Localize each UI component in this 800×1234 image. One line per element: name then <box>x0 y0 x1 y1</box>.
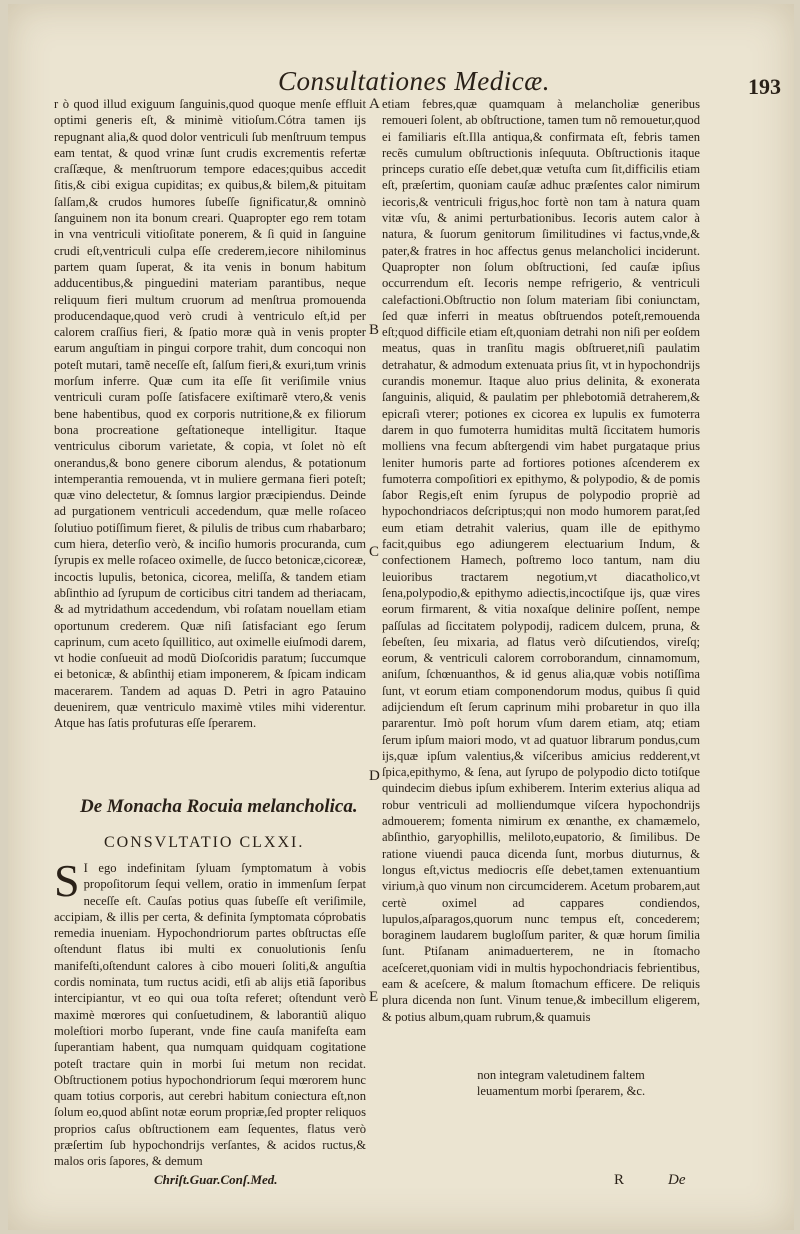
signature-mark: R <box>614 1172 625 1188</box>
margin-letter-b: B <box>369 322 380 338</box>
footer-signature: Chriſt.Guar.Conſ.Med. <box>154 1172 278 1187</box>
section-title: De Monacha Rocuia melancholica. <box>80 796 358 817</box>
margin-letter-c: C <box>369 544 380 560</box>
left-column-bottom-paragraph: I ego indefinitam ſyluam ſymptomatum à vobis propoſitorum ſequi vellem, oratio in immenſum ſerpat neceſſe eſt. Cauſas potius quas ſubeſſe eſt veriſimile, accipiam, & illis per certa, & definita ſymptomata cóprobatis remedia inueniam. Hypochondriorum partes obſtructas eſſe oſtendunt flatus ibi multi ex conuolutionis ſenſu manifeſti,oſtendunt calores à cibo moueri ſoliti,& anguſtia cordis nominata, tum ructus acidi, etſi ab alijs etiã ſaporibus intercipiantur, vt eo qui oua toſta referet; oſtendunt verò maximè mœrores qui conſuetudinem, & laborantiũ aliquo moleſtiori morbo ſuperant, vnde fine cauſa manifeſta eam ſuperantiam habent, qua numquam quidquam cogitatione poteſt tractare quin in morbi ſui metum non recidat. Obſtructionem potius hypochondriorum ſequi mœrorem hunc quam totius corporis, aut cerebri habitum coniectura eſt,non ſolum eo,quod abſint notæ eorum propriæ,ſed propter reliquos proprios caſus obſtructionem eam ſequentes, flatus verò præſertim ſub hypochondrijs verſantes, & acidos ructus,& malos oris ſapores, & demum <box>54 861 366 1169</box>
margin-letter-d: D <box>369 768 380 784</box>
catchword: De <box>668 1172 686 1188</box>
left-column-bottom-text <box>54 855 366 1170</box>
right-column-paragraph: etiam febres,quæ quamquam à melancholiæ generibus remoueri ſolent, ab obſtructione, tamen tum nõ remouetur,quod ei familiaris eſt.Illa antiqua,& confirmata eſt, febris tamen recẽs cumulum obſtructionis inſequuta. Obſtructionis itaque princeps curatio eſſe debet,quæ vetuſta cum ſit,difficilis etiam eſt, præſertim, quoniam cauſæ adhuc præſentes calor nimirum iecoris,& ventriculi frigus,hoc fortè non tam à natura quam vitæ vſu, & animi perturbationibus. Iecoris autem calor à natura, & ſuorum genitorum ſimilitudines vi factus,vnde,& pater,& fratres in hoc affectus genus melancholici inciderunt. Quapropter non ſolum obſtructioni, ſed cauſæ ipſius occurrendum eſt. Iecoris nempe refrigerio, & ventriculi calefactioni.Obſtructio non ſolum materiam ſibi coniunctam, ſed quæ inferri in meatus obſtruendos poteſt,remouenda eſt;quod difficile etiam eſt,quoniam detrahi non niſi per eoſdem meatus, quas in tranſitu magis obſtrueret,niſi paulatim detrahatur, & admodum extenuata prius ſit, vt in hypochondrijs curandis monemur. Itaque aluo prius delinita, & exonerata ſanguinis, aliquid, & paulatim per phlebotomiã detraherem,& epicraſi vterer; potiones ex cicorea ex lupulis ex fumoterra darem in quo fumoterra humiditas multã ſiccitatem humoris molliens vna fecum abſtergendi vim habet purgataque prius leniter humoris parte ad fortiores potiones aſcenderem ex fumoterra compoſitiori ex epithymo, & polypodio, & de pomis ſabor Regis,eſt enim ſyrupus de polypodio propriè ad hypochondriacos deſcriptus;qui non modo humorem parat,ſed eum etiam detrahit valerius, quam ille de epithymo facit,quibus ego adiungerem electuarium Indum, & confectionem Hamech, poſtremo loco tantum, nam diu leuioribus tractarem negotium,vt diacatholico,vt ſena,polypodio,& epithymo adiectis,incoctiſque ijs, quæ vires eorum firmarent, & vitia noxaſque delinire poſſent, nempe paſſulas ad ſiccitatem polypodij, radicem dulcem, pruna, & ſebeſten, ſeu mixaria, ad flatus verò diſcutiendos, vireſq; eorum, & ventriculi calorem corroborandum, cinnamomum, aniſum, ſchœnuanthos, & id genus alia,quæ vobis notiſſima ſunt, vt eorum etiam componendorum modus, quibus ſi quid adijciendum eſt ſerum caprinum mihi probaretur in quo illa pararentur. Imò poſt horum vſum darem etiam, atq; etiam ſerum ipſum maiori modo, vt ad quatuor librarum pondus,cum ijs,quæ ipſum valentius,& viſceribus amicius redderent,vt ſpica,epithymo, & ſena, aut ſyrupo de polypodio dicto totiſque quindecim diebus ipſum exhiberem. Interim exterius aliqua ad robur ventriculi ad molliendumque viſcera hypochondrijs admouerem; fomenta nimirum ex œnanthe, ex chamæmelo, abſinthio, garyophillis, meliloto,eupatorio, & ſimilibus. De ratione viuendi pauca dicenda ſunt, morbus diuturnus, & longus eſt,victus mediocris eſſe debet,tamen extenuantium virium,à quo vinum non circumciderem. Acetum probarem,aut certè oximel ad cappares condiendos, lupulos,aſparagos,quorum nunc tempus eſt, concederem; boraginem laudarem bugloſſum pariter, & quæ horum ſimilia ſunt. Ptiſanam animaduerterem, ne in ſtomacho aceſceret,quoniam vidi in multis hypochondriacis febrientibus, eam & aceſcere, & malum ſtomachum efficere. De reliquis plura dicenda non ſunt. Vinum tenue,& imbecillum eligerem, & potius album,quam rubrum,& quamuis <box>382 97 700 1024</box>
page-number: 193 <box>748 74 781 99</box>
running-head: Consultationes Medicæ. <box>278 66 550 96</box>
margin-letter-e: E <box>369 989 379 1005</box>
drop-cap: S <box>54 855 80 906</box>
book-page <box>8 4 794 1230</box>
right-column-text <box>382 96 700 1025</box>
left-column-top-text <box>54 96 366 732</box>
left-column-paragraph: r ò quod illud exiguum ſanguinis,quod quoque menſe effluit optimi generis eſt, & minimè vitioſum.Cótra tamen ijs repugnant alia,& quod dolor ventriculi ſub menſtruum tempus eam tentat, & quod vrinæ ſunt crudis excrementis refertæ craſſæque, & menſtruorum tempore edaces;quibus accedit ſitis,& cibi exigua cupiditas; ex quibus,& bilem,& pituitam ſalſam,& crudos humores ſubeſſe ſignificatur,& omninò ſanguinem non ita bonum creari. Quapropter ego rem totam in vna ventriculi vitioſitate ponerem, & ſi quid in ſanguine crudi eſt,ventriculi culpa eſſe crederem,iecore nihilominus partem quam ſuperat, & ita venis in bonum habitum adducentibus,& pinguedini materiam parantibus, neque reliquum fieri multum cruorum ad menſtrua promouenda producendaque,quod verò crudi à ventriculo eſt,id per calorem craſſius fieri, & ſpatio moræ quà in venis propter earum anguſtiam in pingui corpore trahit, dum concoqui non poteſt mutari, tamẽ neceſſe eſt, ſalſum fieri,& exuri,tum vrinis morſum inferre. Quæ cum ita eſſe ſit veriſimile vnius ventriculi curam poſſe ſatisfacere exiſtimarẽ vtero,& venis bene habentibus, quod ex corporis nutritione,& ex filiorum bona procreatione geſtationeque intelligitur. Itaque ventriculus ciborum varietate, & copia, vt ſolet nò eſt onerandus,& bono genere ciborum alendus, & potationum intemperantia remouenda, vt in muliere germana fieri poteſt; quæ vino delectetur, & ſomnus largior præcipiendus. Deinde ad purgationem ventriculi accedendum, quæ melle roſaceo ſolutiuo potiſſimum fieret, & pilulis de tribus cum rhabarbaro; cum hiera, deterſio verò, & inciſio humoris procuranda, cum ſyrupis ex melle roſaceo oximelle, de ſucco betonicæ,cicoreæ, incoctis lupulis, betonica, cicorea, meliſſa, & tandem etiam abſinthio ad ſyrupum de corticibus citri tandem ad theriacam, & ad mytridathum accedendum, vbi roſatam nouellam etiam oportunum crederem. Quæ niſi ſatisfaciant ego ſerum caprinum, cum aceto ſquillitico, aut oximelle eiuſmodi darem, vt hodie conſueuit ad modũ Dioſcoridis paratum; ſuccumque ei betonicæ, & abſinthij etiam imponerem, & ſpicam indicam macerarem. Tandem ad aquas D. Petri in agro Patauino deuenirem, quæ ventriculo maximè vtiles mihi viderentur. Atque has ſatis profuturas eſſe ſperarem. <box>54 97 366 731</box>
consultatio-heading: CONSVLTATIO CLXXI. <box>104 834 305 851</box>
right-column-tail: non integram valetudinem faltem leuamentum morbi ſperarem, &c. <box>476 1068 646 1099</box>
margin-letter-a: A <box>369 96 380 112</box>
